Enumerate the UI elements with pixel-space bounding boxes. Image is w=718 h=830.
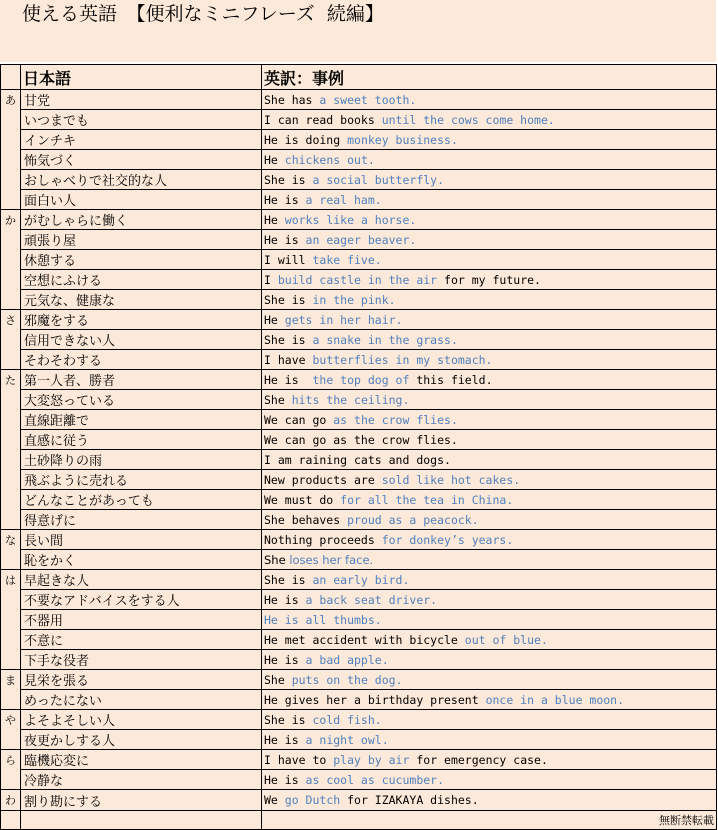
idiom-highlight: proud as a peacock. <box>347 512 479 527</box>
table-row <box>1 410 717 430</box>
example-text: We must do <box>264 492 341 507</box>
japanese-phrase: 不意に <box>21 630 262 650</box>
idiom-highlight: for all the tea in China. <box>340 492 514 507</box>
example-text: She behaves <box>264 512 348 527</box>
idiom-highlight: a night owl. <box>305 732 389 747</box>
example-text: He <box>264 312 285 327</box>
japanese-phrase: よそよそしい人 <box>21 710 262 730</box>
japanese-phrase: 休憩する <box>21 250 262 270</box>
kana-group-label: わ <box>1 790 21 811</box>
japanese-phrase: 見栄を張る <box>21 670 262 690</box>
english-example <box>262 470 717 490</box>
table-row <box>1 230 717 250</box>
table-row <box>1 550 717 570</box>
japanese-phrase: おしゃべりで社交的な人 <box>21 170 262 190</box>
example-text: I will <box>264 252 313 267</box>
english-example <box>262 590 717 610</box>
idiom-highlight: loses her face. <box>289 552 374 567</box>
english-example <box>262 530 717 550</box>
table-row <box>1 210 717 230</box>
japanese-phrase: 第一人者、勝者 <box>21 370 262 390</box>
japanese-phrase: 恥をかく <box>21 550 262 570</box>
example-text: We <box>264 793 285 807</box>
table-row <box>1 390 717 410</box>
japanese-phrase: 甘党 <box>21 90 262 110</box>
table-row <box>1 570 717 590</box>
english-example <box>262 510 717 530</box>
english-example <box>262 430 717 450</box>
english-example <box>262 650 717 670</box>
japanese-phrase: インチキ <box>21 130 262 150</box>
example-text: She <box>264 552 290 567</box>
idiom-highlight: gets in her hair. <box>284 312 403 327</box>
idiom-highlight: cold fish. <box>312 712 382 727</box>
english-example <box>262 230 717 250</box>
japanese-phrase: いつまでも <box>21 110 262 130</box>
english-example <box>262 270 717 290</box>
table-row <box>1 690 717 710</box>
example-text: New products are <box>264 472 382 487</box>
table-row <box>1 750 717 770</box>
japanese-phrase: 不器用 <box>21 610 262 630</box>
idiom-highlight: until the cows come home. <box>381 112 555 127</box>
idiom-highlight: puts on the dog. <box>291 672 403 687</box>
footer-kana-cell <box>1 811 21 830</box>
japanese-phrase: 下手な役者 <box>21 650 262 670</box>
english-example <box>262 630 717 650</box>
table-row <box>1 170 717 190</box>
idiom-highlight: go Dutch <box>284 793 341 807</box>
table-row <box>1 490 717 510</box>
example-text: He gives her a birthday present <box>264 692 486 707</box>
idiom-highlight: take five. <box>312 252 382 267</box>
english-example <box>262 130 717 150</box>
example-text: I <box>264 272 278 287</box>
japanese-phrase: 怖気づく <box>21 150 262 170</box>
phrase-body <box>1 90 717 811</box>
table-row <box>1 770 717 790</box>
example-text: I can read books <box>264 112 382 127</box>
english-example <box>262 410 717 430</box>
table-row <box>1 90 717 110</box>
idiom-highlight: a sweet tooth. <box>319 92 417 107</box>
example-text: He <box>264 212 285 227</box>
example-text: He met accident with bicycle <box>264 632 465 647</box>
idiom-highlight: an eager beaver. <box>305 232 417 247</box>
japanese-phrase: 直線距離で <box>21 410 262 430</box>
example-text: We can go <box>264 412 334 427</box>
english-example <box>262 90 717 110</box>
english-example <box>262 350 717 370</box>
japanese-phrase: 割り勘にする <box>21 790 262 811</box>
japanese-phrase: 不要なアドバイスをする人 <box>21 590 262 610</box>
japanese-phrase: 夜更かしする人 <box>21 730 262 750</box>
example-text: She <box>264 392 292 407</box>
english-example <box>262 770 717 790</box>
idiom-highlight: hits the ceiling. <box>291 392 410 407</box>
example-text: She is <box>264 292 313 307</box>
table-row <box>1 350 717 370</box>
idiom-highlight: play by air <box>333 752 410 767</box>
idiom-highlight: build castle in the air <box>277 272 438 287</box>
table-row <box>1 310 717 330</box>
japanese-phrase: 冷静な <box>21 770 262 790</box>
table-row <box>1 530 717 550</box>
table-row <box>1 590 717 610</box>
idiom-highlight: for donkey’s years. <box>381 532 514 547</box>
header-kana-cell <box>1 65 21 90</box>
table-row <box>1 730 717 750</box>
english-example <box>262 170 717 190</box>
english-example <box>262 450 717 470</box>
kana-group-label: は <box>1 570 21 670</box>
example-text: for emergency case. <box>409 752 548 767</box>
english-example <box>262 790 717 811</box>
table-row <box>1 470 717 490</box>
english-example <box>262 330 717 350</box>
english-example <box>262 190 717 210</box>
idiom-highlight: a social butterfly. <box>312 172 445 187</box>
example-text: I am raining cats and dogs. <box>264 452 451 467</box>
table-row <box>1 130 717 150</box>
idiom-highlight: chickens out. <box>284 152 375 167</box>
idiom-highlight: a back seat driver. <box>305 592 438 607</box>
example-text: He is <box>264 592 306 607</box>
copyright-notice: 無断禁転載 <box>262 811 717 830</box>
table-row <box>1 510 717 530</box>
footer-row <box>1 811 717 830</box>
table-row <box>1 190 717 210</box>
japanese-phrase: 邪魔をする <box>21 310 262 330</box>
english-example <box>262 290 717 310</box>
table-row <box>1 150 717 170</box>
header-japanese: 日本語 <box>21 65 262 90</box>
idiom-highlight: He is all thumbs. <box>264 612 382 627</box>
example-text: I have to <box>264 752 334 767</box>
table-row <box>1 290 717 310</box>
idiom-highlight: in the pink. <box>312 292 396 307</box>
table-row <box>1 710 717 730</box>
kana-group-label: あ <box>1 90 21 210</box>
table-row <box>1 670 717 690</box>
english-example <box>262 670 717 690</box>
idiom-highlight: out of blue. <box>464 632 548 647</box>
example-text: I have <box>264 352 313 367</box>
idiom-highlight: the top dog of <box>312 372 410 387</box>
idiom-highlight: as the crow flies. <box>333 412 458 427</box>
japanese-phrase: 元気な、健康な <box>21 290 262 310</box>
english-example <box>262 370 717 390</box>
english-example <box>262 750 717 770</box>
japanese-phrase: がむしゃらに働く <box>21 210 262 230</box>
header-row <box>1 65 717 90</box>
example-text: She is <box>264 332 313 347</box>
english-example <box>262 610 717 630</box>
phrase-table <box>0 64 717 830</box>
idiom-highlight: an early bird. <box>312 572 410 587</box>
example-text: We can go as the crow flies. <box>264 432 458 447</box>
table-row <box>1 630 717 650</box>
kana-group-label: た <box>1 370 21 530</box>
japanese-phrase: 空想にふける <box>21 270 262 290</box>
english-example <box>262 390 717 410</box>
english-example <box>262 550 717 570</box>
table-row <box>1 330 717 350</box>
example-text: for my future. <box>437 272 541 287</box>
example-text: He is <box>264 652 306 667</box>
japanese-phrase: 直感に従う <box>21 430 262 450</box>
example-text: this field. <box>409 372 493 387</box>
example-text: She is <box>264 712 313 727</box>
english-example <box>262 710 717 730</box>
example-text: She is <box>264 572 313 587</box>
english-example <box>262 210 717 230</box>
example-text: He <box>264 152 285 167</box>
example-text: He is <box>264 232 306 247</box>
table-row <box>1 450 717 470</box>
japanese-phrase: 飛ぶように売れる <box>21 470 262 490</box>
table-row <box>1 650 717 670</box>
kana-group-label: ま <box>1 670 21 710</box>
header-english: 英訳：事例 <box>262 65 717 90</box>
example-text: Nothing proceeds <box>264 532 382 547</box>
english-example <box>262 690 717 710</box>
japanese-phrase: 頑張り屋 <box>21 230 262 250</box>
idiom-highlight: a bad apple. <box>305 652 389 667</box>
japanese-phrase: めったにない <box>21 690 262 710</box>
example-text: She has <box>264 92 320 107</box>
japanese-phrase: 臨機応変に <box>21 750 262 770</box>
example-text: He is <box>264 732 306 747</box>
english-example <box>262 150 717 170</box>
table-row <box>1 370 717 390</box>
example-text: He is doing <box>264 132 348 147</box>
idiom-highlight: as cool as cucumber. <box>305 772 445 787</box>
idiom-highlight: works like a horse. <box>284 212 417 227</box>
table-row <box>1 270 717 290</box>
japanese-phrase: そわそわする <box>21 350 262 370</box>
english-example <box>262 310 717 330</box>
page-title: 使える英語 【便利なミニフレーズ 続編】 <box>22 3 384 25</box>
example-text: She <box>264 672 292 687</box>
kana-group-label: さ <box>1 310 21 370</box>
table-row <box>1 430 717 450</box>
japanese-phrase: 得意げに <box>21 510 262 530</box>
kana-group-label: ら <box>1 750 21 790</box>
idiom-highlight: a snake in the grass. <box>312 332 458 347</box>
japanese-phrase: どんなことがあっても <box>21 490 262 510</box>
idiom-highlight: butterflies in my stomach. <box>312 352 493 367</box>
idiom-highlight: a real ham. <box>305 192 382 207</box>
english-example <box>262 570 717 590</box>
english-example <box>262 250 717 270</box>
idiom-highlight: once in a blue moon. <box>485 692 625 707</box>
japanese-phrase: 大変怒っている <box>21 390 262 410</box>
table-row <box>1 610 717 630</box>
idiom-highlight: sold like hot cakes. <box>381 472 521 487</box>
example-text: for IZAKAYA dishes. <box>340 793 479 807</box>
japanese-phrase: 信用できない人 <box>21 330 262 350</box>
japanese-phrase: 面白い人 <box>21 190 262 210</box>
japanese-phrase: 土砂降りの雨 <box>21 450 262 470</box>
japanese-phrase: 早起きな人 <box>21 570 262 590</box>
example-text: He is <box>264 192 306 207</box>
example-text: He is <box>264 372 313 387</box>
example-text: He is <box>264 772 306 787</box>
english-example <box>262 730 717 750</box>
footer-empty-cell <box>21 811 262 830</box>
table-row <box>1 250 717 270</box>
english-example <box>262 490 717 510</box>
example-text: She is <box>264 172 313 187</box>
kana-group-label: か <box>1 210 21 310</box>
kana-group-label: な <box>1 530 21 570</box>
table-row <box>1 110 717 130</box>
english-example <box>262 110 717 130</box>
table-row <box>1 790 717 811</box>
japanese-phrase: 長い間 <box>21 530 262 550</box>
idiom-highlight: monkey business. <box>347 132 458 147</box>
kana-group-label: や <box>1 710 21 750</box>
title-band <box>0 0 716 62</box>
